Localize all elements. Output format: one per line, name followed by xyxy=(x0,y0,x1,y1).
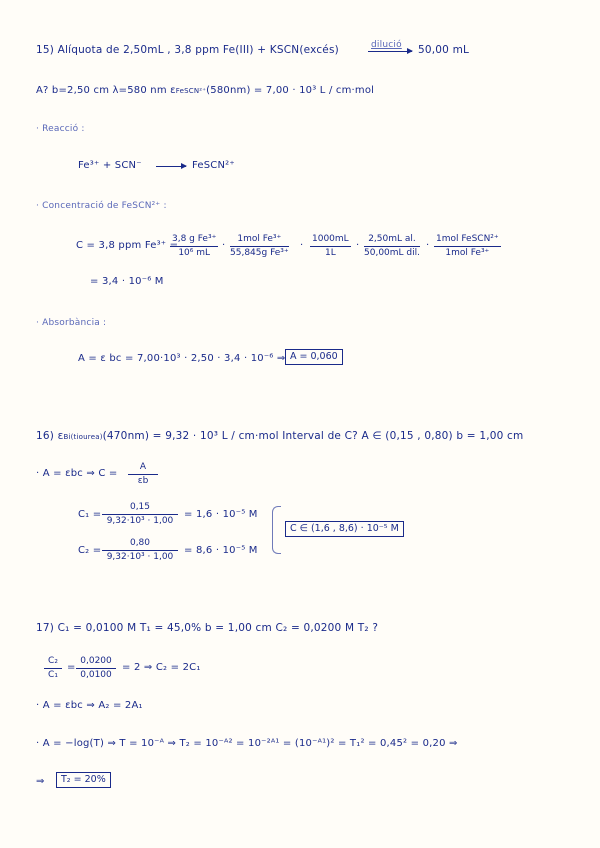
transmittance-result-box: T₂ = 20% xyxy=(56,772,111,788)
problem-16-givens: (470nm) = 9,32 · 10³ L / cm·mol Interval de C? A ∈ (0,15 , 0,80) b = 1,00 cm xyxy=(102,430,524,442)
epsilon-subscript: FeSCN²⁺ xyxy=(175,87,207,95)
c2-numerator: 0,80 xyxy=(102,538,178,551)
fraction-ppm xyxy=(170,234,218,259)
ratio-lhs-denominator: C₁ xyxy=(48,670,58,680)
curly-brace xyxy=(272,506,281,554)
problem-16-label: 16) ε xyxy=(36,430,64,442)
ratio-denominator: 0,0100 xyxy=(80,670,112,680)
c2-result: = 8,6 · 10⁻⁵ M xyxy=(184,545,258,556)
fraction-stoichiometry-numerator: 1mol FeSCN²⁺ xyxy=(434,234,501,247)
dot-sep: · xyxy=(300,240,304,251)
concentration-label: · Concentració de FeSCN²⁺ : xyxy=(36,201,167,211)
fraction-numerator: A xyxy=(128,462,158,475)
problem-15-givens xyxy=(36,85,374,97)
ratio-result: = 2 ⇒ C₂ = 2C₁ xyxy=(122,662,201,673)
problem-16-heading xyxy=(36,430,523,443)
c2-denominator: 9,32·10³ · 1,00 xyxy=(106,552,174,562)
fraction-volume xyxy=(310,234,351,259)
ratio-c2-c1 xyxy=(44,656,62,681)
c1-label: C₁ = xyxy=(78,509,102,520)
fraction-dilution-numerator: 2,50mL al. xyxy=(364,234,420,247)
ratio-numerator: 0,0200 xyxy=(76,656,116,669)
problem-17-heading: 17) C₁ = 0,0100 M T₁ = 45,0% b = 1,00 cm C₂ = 0,0200 M T₂ ? xyxy=(36,622,379,634)
c2-label: C₂ = xyxy=(78,545,102,556)
absorbance-relation: · A = εbc ⇒ A₂ = 2A₁ xyxy=(36,700,143,711)
concentration-lhs: C = 3,8 ppm Fe³⁺ = xyxy=(76,240,179,251)
fraction-stoichiometry-denominator: 1mol Fe³⁺ xyxy=(445,248,490,258)
c2-fraction xyxy=(102,538,178,563)
c1-result: = 1,6 · 10⁻⁵ M xyxy=(184,509,258,520)
fraction-volume-numerator: 1000mL xyxy=(310,234,351,247)
dilution-label: dilució xyxy=(371,40,402,50)
fraction-dilution xyxy=(364,234,420,259)
reaction-label: · Reacció : xyxy=(36,124,85,134)
absorbance-calculation: A = ε bc = 7,00·10³ · 2,50 · 3,4 · 10⁻⁶ ⇒ xyxy=(78,353,286,364)
epsilon-subscript: Bi(tiourea) xyxy=(63,433,103,441)
dot-sep: · xyxy=(356,240,360,251)
reaction-reactants: Fe³⁺ + SCN⁻ xyxy=(78,160,142,171)
problem-15-heading: 15) Alíquota de 2,50mL , 3,8 ppm Fe(III) + KSCN(excés) xyxy=(36,44,339,56)
fraction-stoichiometry xyxy=(434,234,501,259)
concentration-result: = 3,4 · 10⁻⁶ M xyxy=(90,276,164,287)
fraction-molar-mass-denominator: 55,845g Fe³⁺ xyxy=(230,248,289,258)
givens-text: A? b=2,50 cm λ=580 nm ε xyxy=(36,85,176,96)
fraction-molar-mass xyxy=(230,234,289,259)
transmittance-derivation: · A = −log(T) ⇒ T = 10⁻ᴬ ⇒ T₂ = 10⁻ᴬ² = 10⁻²ᴬ¹ = (10⁻ᴬ¹)² = T₁² = 0,45² = 0,20 ⇒ xyxy=(36,738,458,749)
equals-sign: = xyxy=(67,662,76,673)
c1-numerator: 0,15 xyxy=(102,502,178,515)
fraction-volume-denominator: 1L xyxy=(324,248,336,258)
beer-law-rearranged: · A = εbc ⇒ C = xyxy=(36,468,118,479)
fraction-ppm-denominator: 10⁶ mL xyxy=(178,248,211,258)
fraction-denominator: εb xyxy=(137,476,149,486)
c1-fraction xyxy=(102,502,178,527)
epsilon-value: (580nm) = 7,00 · 10³ L / cm·mol xyxy=(206,85,375,96)
dot-sep: · xyxy=(222,240,226,251)
c1-denominator: 9,32·10³ · 1,00 xyxy=(106,516,174,526)
final-volume: 50,00 mL xyxy=(418,44,470,56)
dilution-arrow xyxy=(368,51,412,52)
absorbance-label: · Absorbància : xyxy=(36,318,107,328)
fraction-dilution-denominator: 50,00mL dil. xyxy=(364,248,420,258)
fraction-molar-mass-numerator: 1mol Fe³⁺ xyxy=(230,234,289,247)
dot-sep: · xyxy=(426,240,430,251)
fraction-ppm-numerator: 3,8 g Fe³⁺ xyxy=(170,234,218,247)
reaction-product: FeSCN²⁺ xyxy=(192,160,235,171)
fraction-a-over-eb xyxy=(128,462,158,487)
ratio-lhs-numerator: C₂ xyxy=(44,656,62,669)
absorbance-result-box: A = 0,060 xyxy=(285,349,343,365)
final-implication-arrow: ⇒ xyxy=(36,776,45,787)
reaction-arrow xyxy=(156,166,186,167)
ratio-values xyxy=(76,656,116,681)
interval-result-box: C ∈ (1,6 , 8,6) · 10⁻⁵ M xyxy=(285,521,404,537)
